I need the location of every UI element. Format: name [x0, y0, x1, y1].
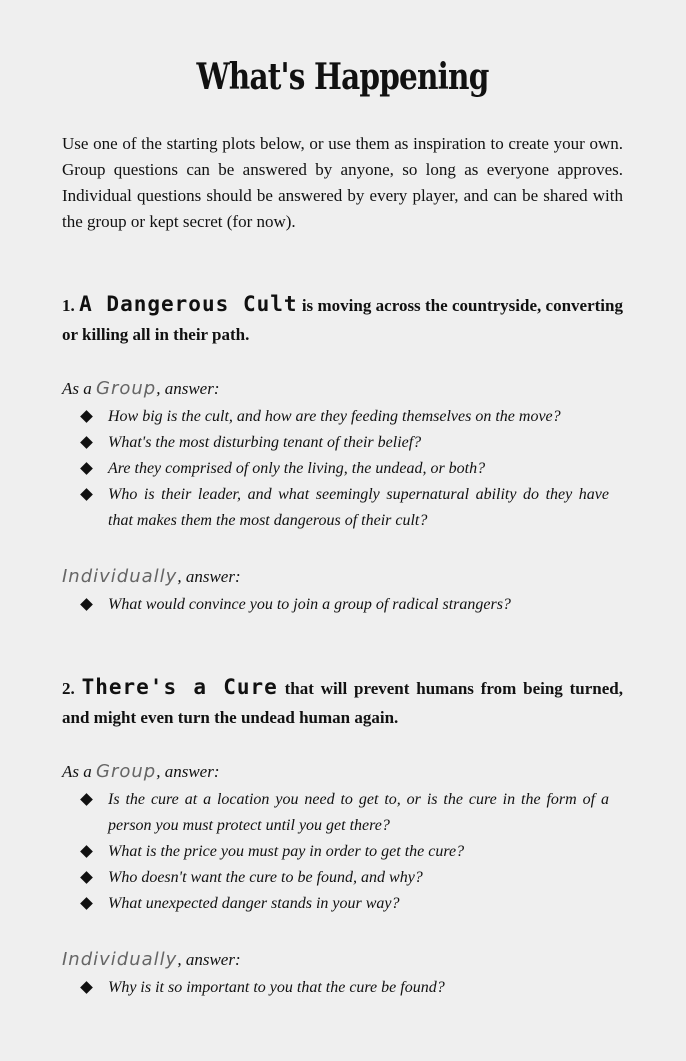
plot-1-display-title: A Dangerous Cult	[79, 292, 298, 316]
question-text: Why is it so important to you that the cure be found?	[108, 979, 445, 996]
group-suffix: , answer:	[156, 379, 220, 398]
individual-suffix: , answer:	[177, 567, 241, 586]
question-text: What is the price you must pay in order to get the cure?	[108, 843, 465, 860]
list-item	[62, 975, 623, 1001]
plot-1-heading	[62, 290, 623, 349]
group-prefix: As a	[62, 379, 96, 398]
diamond-bullet-icon	[80, 897, 93, 910]
question-text: Who is their leader, and what seemingly supernatural ability do they have that makes them the most dangerous of their cult?	[108, 486, 609, 529]
plot-2-description: that will prevent humans from being turned, and might even turn the undead human again.	[62, 679, 623, 727]
question-text: Are they comprised of only the living, the undead, or both?	[108, 460, 486, 477]
list-item	[62, 592, 623, 618]
diamond-bullet-icon	[80, 871, 93, 884]
diamond-bullet-icon	[80, 598, 93, 611]
question-text: How big is the cult, and how are they feeding themselves on the move?	[108, 408, 561, 425]
diamond-bullet-icon	[80, 845, 93, 858]
plot-2-group-subhead	[62, 760, 219, 784]
list-item	[62, 404, 623, 430]
diamond-bullet-icon	[80, 436, 93, 449]
diamond-bullet-icon	[80, 410, 93, 423]
plot-1-group-subhead	[62, 377, 219, 401]
plot-1-individual-subhead	[62, 565, 241, 589]
plot-2-individual-subhead	[62, 948, 241, 972]
list-item	[62, 430, 623, 456]
list-item	[62, 482, 623, 534]
plot-1-description: is moving across the countryside, converting or killing all in their path.	[62, 296, 623, 344]
question-text: Is the cure at a location you need to get to, or is the cure in the form of a person you must protect until you get there?	[108, 791, 609, 834]
page-title: What's Happening	[196, 56, 489, 98]
plot-1-number: 1.	[62, 296, 75, 315]
individual-label: Individually	[62, 566, 178, 587]
question-text: What's the most disturbing tenant of their belief?	[108, 434, 422, 451]
plot-2-group-questions	[62, 787, 623, 917]
question-text: Who doesn't want the cure to be found, and why?	[108, 869, 423, 886]
diamond-bullet-icon	[80, 793, 93, 806]
plot-2-individual-questions	[62, 975, 623, 1001]
group-suffix: , answer:	[156, 762, 220, 781]
question-text: What would convince you to join a group of radical strangers?	[108, 596, 511, 613]
diamond-bullet-icon	[80, 981, 93, 994]
plot-2-number: 2.	[62, 679, 75, 698]
list-item	[62, 787, 623, 839]
group-prefix: As a	[62, 762, 96, 781]
plot-2-heading	[62, 673, 623, 732]
group-label: Group	[96, 761, 157, 782]
diamond-bullet-icon	[80, 488, 93, 501]
plot-2-display-title: There's a Cure	[81, 675, 278, 699]
list-item	[62, 839, 623, 865]
list-item	[62, 891, 623, 917]
individual-suffix: , answer:	[177, 950, 241, 969]
intro-paragraph: Use one of the starting plots below, or use them as inspiration to create your own. Group questions can be answered by anyone, so long as everyone approves. Individual questions should be answered by every player, and can be shared with the group or kept secret (for now).	[62, 134, 623, 231]
plot-1-group-questions	[62, 404, 623, 534]
group-label: Group	[96, 378, 157, 399]
list-item	[62, 865, 623, 891]
list-item	[62, 456, 623, 482]
diamond-bullet-icon	[80, 462, 93, 475]
plot-1-individual-questions	[62, 592, 623, 618]
question-text: What unexpected danger stands in your way?	[108, 895, 400, 912]
individual-label: Individually	[62, 949, 178, 970]
